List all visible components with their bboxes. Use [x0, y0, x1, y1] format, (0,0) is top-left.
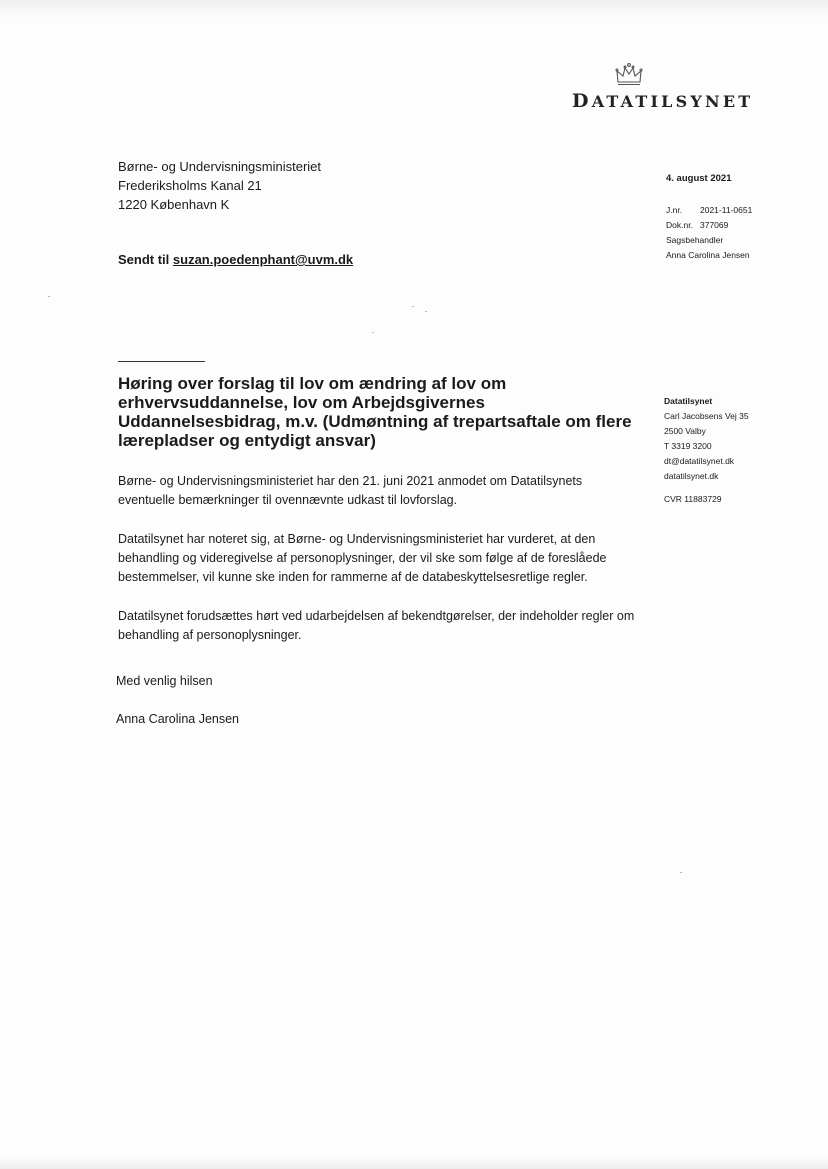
- closing-phrase: Med venlig hilsen: [116, 674, 213, 688]
- handler-name: Anna Carolina Jensen: [666, 250, 750, 260]
- title-divider: [118, 361, 205, 362]
- scan-speck: [412, 306, 414, 307]
- letter-title: Høring over forslag til lov om ændring af lov om erhvervsuddannelse, lov om Arbejdsgivernes Uddannelsesbidrag, m.v. (Udmøntning af trepartsaftale om flere lærepladser og entydigt ansvar): [118, 374, 632, 450]
- recipient-address: [118, 157, 321, 214]
- sender-phone: T 3319 3200: [664, 441, 712, 451]
- crown-logo-icon: [614, 62, 644, 88]
- body-paragraph: Børne- og Undervisningsministeriet har den 21. juni 2021 anmodet om Datatilsynets eventuelle bemærkninger til ovennævnte udkast til lovforslag.: [118, 474, 583, 507]
- sender-email: dt@datatilsynet.dk: [664, 456, 735, 466]
- scan-speck: [680, 872, 682, 873]
- dok-label: Dok.nr.: [666, 220, 693, 230]
- sent-to-label: Sendt til: [118, 252, 170, 267]
- sender-org: Datatilsynet: [664, 396, 713, 406]
- jnr-value: 2021-11-0651: [700, 205, 753, 215]
- letter-body: [118, 472, 638, 665]
- scan-shade-top: [0, 0, 828, 18]
- handler-label: Sagsbehandler: [666, 235, 724, 245]
- sender-city: 2500 Valby: [664, 426, 706, 436]
- sent-to-line: [118, 252, 353, 267]
- brand-wordmark: DATATILSYNET: [572, 90, 754, 112]
- recipient-street: Frederiksholms Kanal 21: [118, 178, 262, 193]
- sender-web: datatilsynet.dk: [664, 471, 719, 481]
- case-reference: [666, 203, 752, 263]
- scan-speck: [48, 296, 50, 297]
- signer-name: Anna Carolina Jensen: [116, 712, 239, 726]
- body-paragraph: Datatilsynet forudsættes hørt ved udarbejdelsen af bekendtgørelser, der indeholder regler om behandling af personoplysninger.: [118, 609, 635, 642]
- sender-contact-block: [664, 394, 749, 507]
- scan-speck: [425, 311, 427, 312]
- recipient-city: 1220 København K: [118, 197, 230, 212]
- body-paragraph: Datatilsynet har noteret sig, at Børne- og Undervisningsministeriet har vurderet, at den behandling og videregivelse af personoplysninger, der vil ske som følge af de foreslåede bestemmelser, vil kunne ske inden for rammerne af de databeskyttelsesretlige regler.: [118, 532, 607, 584]
- scan-shade-bottom: [0, 1157, 828, 1169]
- recipient-name: Børne- og Undervisningsministeriet: [118, 159, 322, 174]
- scan-speck: [372, 332, 374, 333]
- sent-to-email-link[interactable]: suzan.poedenphant@uvm.dk: [172, 252, 354, 267]
- dok-value: 377069: [700, 220, 729, 230]
- sender-cvr: CVR 11883729: [664, 494, 722, 504]
- letter-date: 4. august 2021: [666, 173, 732, 184]
- jnr-label: J.nr.: [666, 205, 683, 215]
- sender-street: Carl Jacobsens Vej 35: [664, 411, 749, 421]
